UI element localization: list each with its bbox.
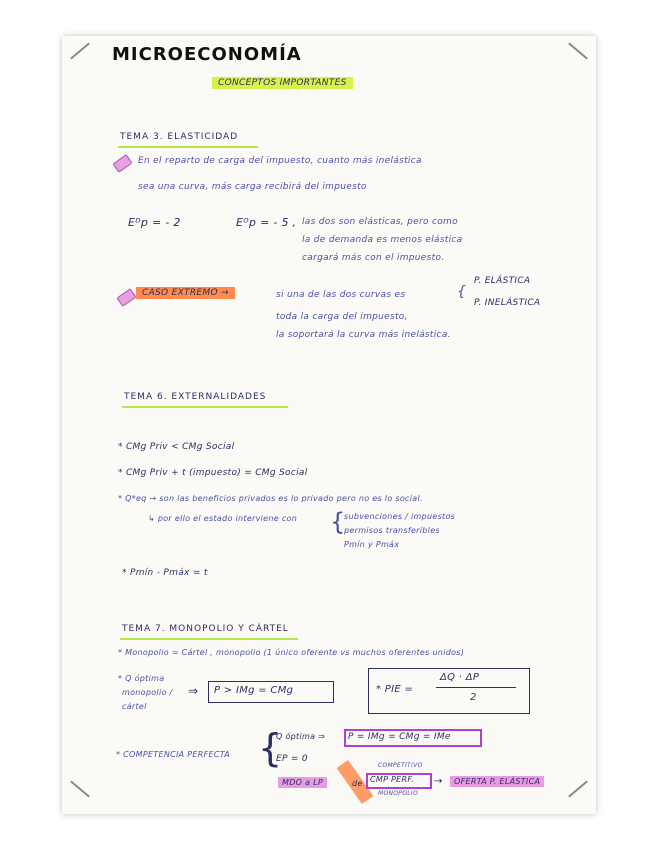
q-optima-label-3: cártel xyxy=(122,702,147,711)
eraser-icon xyxy=(112,154,132,173)
cp-q-optima: Q óptima ⇒ xyxy=(276,732,326,741)
option-3: Pmín y Pmáx xyxy=(344,540,400,549)
pie-label: * PIE = xyxy=(376,684,414,695)
tema3-line1: En el reparto de carga del impuesto, cuanto más inelástica xyxy=(138,156,422,166)
page-corner-fold xyxy=(70,781,90,798)
tema7-bullet-1: * Monopolio = Cártel , monopolio (1 único oferente vs muchos oferentes unidos) xyxy=(118,648,465,657)
pie-numerator: ΔQ · ΔP xyxy=(440,672,480,683)
eraser-icon xyxy=(116,288,136,307)
cp-formula: P = IMg = CMg = IMe xyxy=(348,732,451,742)
cp-ep: EP = 0 xyxy=(276,754,308,764)
elasticity-demand: Eᴰp = - 2 xyxy=(128,216,181,229)
brace: { xyxy=(330,508,346,536)
elasticity-supply: Eᴼp = - 5 , xyxy=(236,216,297,229)
caso-extremo-label: CASO EXTREMO → xyxy=(136,287,235,299)
pie-denominator: 2 xyxy=(470,692,477,703)
q-optima-label: * Q óptima xyxy=(118,674,165,683)
tema7-heading: TEMA 7. MONOPOLIO Y CÁRTEL xyxy=(122,624,289,634)
cp-competitivo: COMPETITIVO xyxy=(378,762,423,769)
arrow-icon: → xyxy=(434,776,443,787)
caso-extremo xyxy=(136,288,235,298)
tema3-caso-2: toda la carga del impuesto, xyxy=(276,312,408,322)
tema6-bullet-1: * CMg Priv < CMg Social xyxy=(118,442,235,452)
p-inelastica: P. INELÁSTICA xyxy=(474,298,541,308)
tema3-heading: TEMA 3. ELASTICIDAD xyxy=(120,132,239,142)
heading-underline xyxy=(120,638,298,640)
page-corner-fold xyxy=(568,43,588,60)
subtitle-text: CONCEPTOS IMPORTANTES xyxy=(212,77,353,89)
competencia-perfecta: * COMPETENCIA PERFECTA xyxy=(116,750,230,759)
cp-oferta xyxy=(450,777,544,786)
tema3-line2: sea una curva, más carga recibirá del impuesto xyxy=(138,182,367,192)
fraction-bar xyxy=(436,687,516,688)
tema6-heading: TEMA 6. EXTERNALIDADES xyxy=(124,392,267,402)
cp-de: de xyxy=(352,779,363,788)
tema3-caso-1: si una de las dos curvas es xyxy=(276,290,406,300)
p-elastica: P. ELÁSTICA xyxy=(474,276,531,286)
cp-mdo xyxy=(278,778,327,787)
brace: { xyxy=(258,726,283,770)
page-title: MICROECONOMÍA xyxy=(112,44,302,65)
tema6-bullet-4: * Pmín - Pmáx = t xyxy=(122,568,208,578)
cp-cmp-perf: CMP PERF. xyxy=(370,775,415,784)
q-optima-label-2: monopolio / xyxy=(122,688,173,697)
tema3-explanation-1: las dos son elásticas, pero como xyxy=(302,217,458,227)
formula-monopolio: P > IMg = CMg xyxy=(214,685,294,696)
mdo-lp-text: MDO a LP xyxy=(278,777,327,788)
page-corner-fold xyxy=(70,43,90,60)
subtitle xyxy=(212,78,353,88)
tema3-explanation-3: cargará más con el impuesto. xyxy=(302,253,445,263)
brace: { xyxy=(457,284,467,300)
heading-underline xyxy=(118,146,258,148)
tema6-bullet-3b: ↳ por ello el estado interviene con xyxy=(148,514,298,523)
tema3-explanation-2: la de demanda es menos elástica xyxy=(302,235,463,245)
cp-monopolio: MONOPOLIO xyxy=(378,790,418,797)
option-2: permisos transferibles xyxy=(344,526,440,535)
oferta-text: OFERTA P. ELÁSTICA xyxy=(450,776,544,787)
tema6-bullet-3: * Q*eq → son las beneficios privados es lo privado pero no es lo social. xyxy=(118,494,423,503)
implies-arrow: ⇒ xyxy=(188,684,199,698)
notebook-page xyxy=(62,36,596,814)
tema6-bullet-2: * CMg Priv + t (impuesto) = CMg Social xyxy=(118,468,308,478)
option-1: subvenciones / impuestos xyxy=(344,512,456,521)
heading-underline xyxy=(122,406,288,408)
tema3-caso-3: la soportará la curva más inelástica. xyxy=(276,330,451,340)
page-corner-fold xyxy=(568,781,588,798)
